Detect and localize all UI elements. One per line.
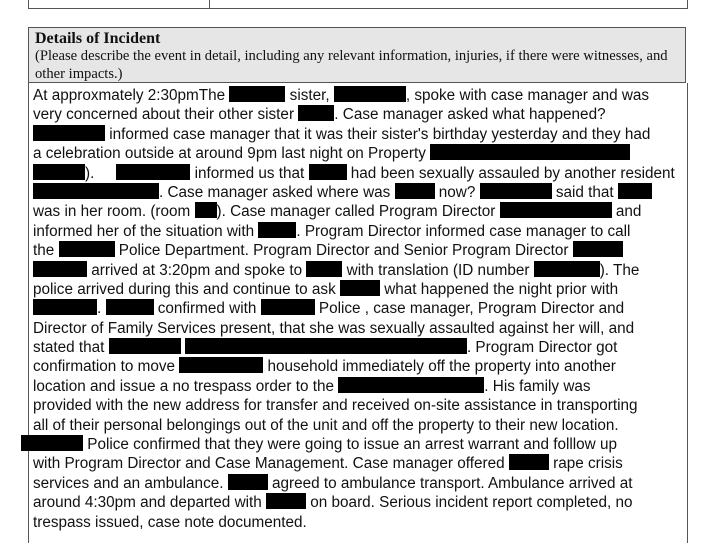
narrative-text: provided with the new address for transfer and received on-site assistance in transporting [33, 397, 638, 415]
narrative-text: said that [551, 183, 618, 201]
redaction-block [573, 241, 623, 257]
narrative-text: with Program Director and Case Management. Case manager offered [33, 455, 509, 473]
narrative-text: ). The [599, 261, 640, 279]
redaction-block [480, 183, 552, 199]
narrative-text: the [33, 242, 59, 260]
narrative-text: Police confirmed that they were going to issue an arrest warrant and folllow up [83, 436, 617, 454]
redaction-block [309, 164, 347, 180]
narrative-text: rape crisis [548, 455, 623, 473]
redaction-block [334, 86, 406, 102]
redaction-block [59, 241, 115, 257]
narrative-text: . Case manager asked where was [159, 183, 395, 201]
redaction-block [109, 338, 181, 354]
narrative-line [33, 222, 681, 241]
narrative-text: arrived at 3:20pm and spoke to [87, 261, 307, 279]
section-title: Details of Incident [35, 30, 161, 47]
redaction-block [534, 261, 600, 277]
narrative-line [33, 454, 681, 473]
narrative-line [33, 396, 681, 415]
narrative-text: . Program Director informed case manager to call [296, 222, 631, 240]
redaction-block [430, 144, 630, 160]
narrative-line [33, 299, 681, 318]
narrative-line [33, 241, 681, 260]
narrative-text: trespass issued, case note documented. [33, 513, 307, 531]
narrative-text: services and an ambulance. [33, 474, 228, 492]
narrative-line [33, 280, 681, 299]
redaction-block [618, 183, 652, 199]
form-row-divider [209, 0, 210, 8]
narrative-text: all of their personal belongings out of the unit and off the property to their new location. [33, 416, 619, 434]
redaction-block [340, 280, 380, 296]
narrative-text: confirmed with [153, 300, 261, 318]
narrative-line [33, 183, 681, 202]
narrative-text: and [611, 203, 642, 221]
narrative-text: stated that [33, 339, 109, 357]
previous-form-row [28, 0, 688, 9]
narrative-text: very concerned about their other sister [33, 106, 299, 124]
narrative-text: now? [434, 183, 480, 201]
narrative-text: on board. Serious incident report completed, no [306, 494, 633, 512]
narrative-line [33, 493, 681, 512]
narrative-text: informed case manager that it was their sister's birthday yesterday and they had [105, 125, 651, 143]
redaction-block [179, 357, 263, 373]
narrative-text: agreed to ambulance transport. Ambulance arrived at [267, 474, 633, 492]
redaction-block [395, 183, 435, 199]
narrative-line [33, 435, 681, 454]
redaction-block [33, 183, 159, 199]
redaction-block [33, 261, 87, 277]
narrative-text: a celebration outside at around 9pm last night on Property [33, 145, 431, 163]
narrative-text: what happened the night prior with [379, 280, 619, 298]
redaction-block [185, 338, 467, 354]
redaction-block [266, 493, 306, 509]
redaction-block [228, 474, 268, 490]
narrative-text: . [97, 300, 106, 318]
redaction-block [229, 86, 285, 102]
narrative-text: informed her of the situation with [33, 222, 259, 240]
narrative-text: , spoke with case manager and was [405, 87, 650, 104]
narrative-text: around 4:30pm and departed with [33, 494, 267, 512]
narrative-text: . Case manager asked what happened? [334, 106, 606, 124]
narrative-line [33, 416, 681, 435]
narrative-text: household immediately off the property into another [263, 358, 616, 376]
narrative-line [33, 377, 681, 396]
narrative-line [33, 105, 681, 124]
narrative-line [33, 125, 681, 144]
narrative-line [33, 319, 681, 338]
redaction-block [500, 202, 612, 218]
narrative-text: Police , case manager, Program Director and [314, 300, 625, 318]
narrative-line [33, 261, 681, 280]
narrative-text: At approxmately 2:30pmThe [33, 87, 230, 104]
narrative-line [33, 338, 681, 357]
narrative-line [33, 202, 681, 221]
narrative-text: ). [85, 164, 95, 182]
redaction-block [21, 435, 83, 451]
redaction-block [298, 105, 334, 121]
redaction-block [33, 125, 105, 141]
redaction-block [338, 377, 484, 393]
narrative-text: . Program Director got [466, 339, 618, 357]
redaction-block [33, 299, 97, 315]
redaction-block [33, 164, 85, 180]
narrative-text: sister, [285, 87, 334, 104]
narrative-text: ). Case manager called Program Director [216, 203, 500, 221]
section-instructions: (Please describe the event in detail, including any relevant information, injuries, if there were witnesses, and other impacts.) [35, 48, 668, 82]
narrative-text: location and issue a no trespass order to the [33, 377, 339, 395]
narrative-line [33, 86, 681, 105]
narrative-line [33, 357, 681, 376]
redaction-block [106, 299, 154, 315]
narrative-text: Police Department. Program Director and Senior Program Director [114, 242, 573, 260]
narrative-line [33, 144, 681, 163]
narrative-text: was in her room. (room [33, 203, 195, 221]
redaction-block [195, 202, 217, 218]
incident-narrative [33, 86, 681, 532]
incident-narrative-box [28, 83, 688, 543]
narrative-text: had been sexually assauled by another resident [346, 164, 675, 182]
section-header [28, 27, 686, 83]
redaction-block [306, 261, 342, 277]
narrative-text: with translation (ID number [342, 261, 534, 279]
narrative-text: informed us that [190, 164, 309, 182]
redaction-block [258, 222, 296, 238]
redaction-block [261, 299, 315, 315]
narrative-text: Director of Family Services present, that she was sexually assaulted against her will, and [33, 319, 635, 337]
narrative-line [33, 474, 681, 493]
narrative-line [33, 513, 681, 532]
redaction-block [509, 454, 549, 470]
narrative-text: confirmation to move [33, 358, 180, 376]
redaction-block [116, 164, 190, 180]
narrative-line [33, 164, 681, 183]
narrative-text: . His family was [484, 377, 591, 395]
narrative-text: police arrived during this and continue to ask [33, 280, 340, 298]
